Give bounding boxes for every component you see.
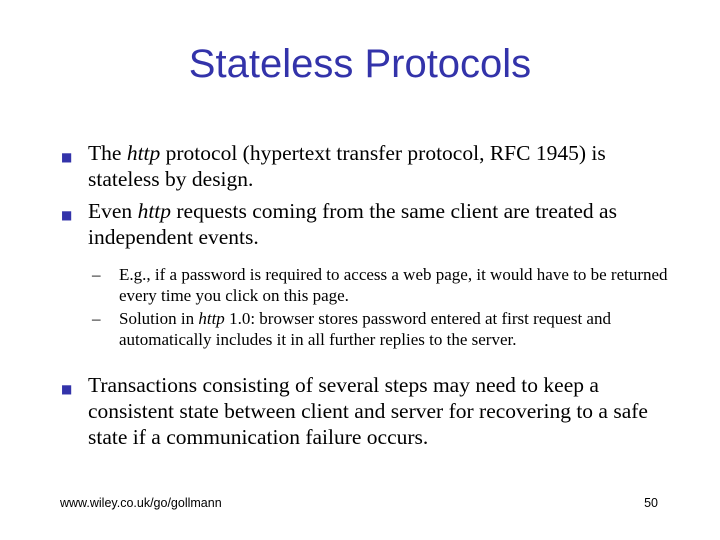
sub-bullet-item: – Solution in http 1.0: browser stores password entered at first request and automatically includes it in all further replies to the server. [92, 309, 611, 349]
slide-body [58, 140, 668, 456]
square-bullet-icon: ■ [61, 208, 73, 222]
page-number: 50 [644, 496, 658, 510]
footer-url: www.wiley.co.uk/go/gollmann [60, 496, 222, 510]
dash-bullet-icon: – [92, 265, 101, 284]
square-bullet-icon: ■ [61, 150, 73, 164]
slide-title: Stateless Protocols [188, 42, 532, 86]
sub-bullet-item: – E.g., if a password is required to access a web page, it would have to be returned every time you click on this page. [92, 265, 668, 305]
bullet-item: ■ Transactions consisting of several steps may need to keep a consistent state between client and server for recovering to a safe state if a communication failure occurs. [61, 373, 648, 449]
dash-bullet-icon: – [92, 309, 101, 328]
sub-bullet-list [88, 264, 668, 350]
bullet-item: ■ The http protocol (hypertext transfer protocol, RFC 1945) is stateless by design. [61, 141, 606, 191]
bullet-item: ■ Even http requests coming from the same client are treated as independent events. [61, 199, 617, 249]
square-bullet-icon: ■ [61, 382, 73, 396]
